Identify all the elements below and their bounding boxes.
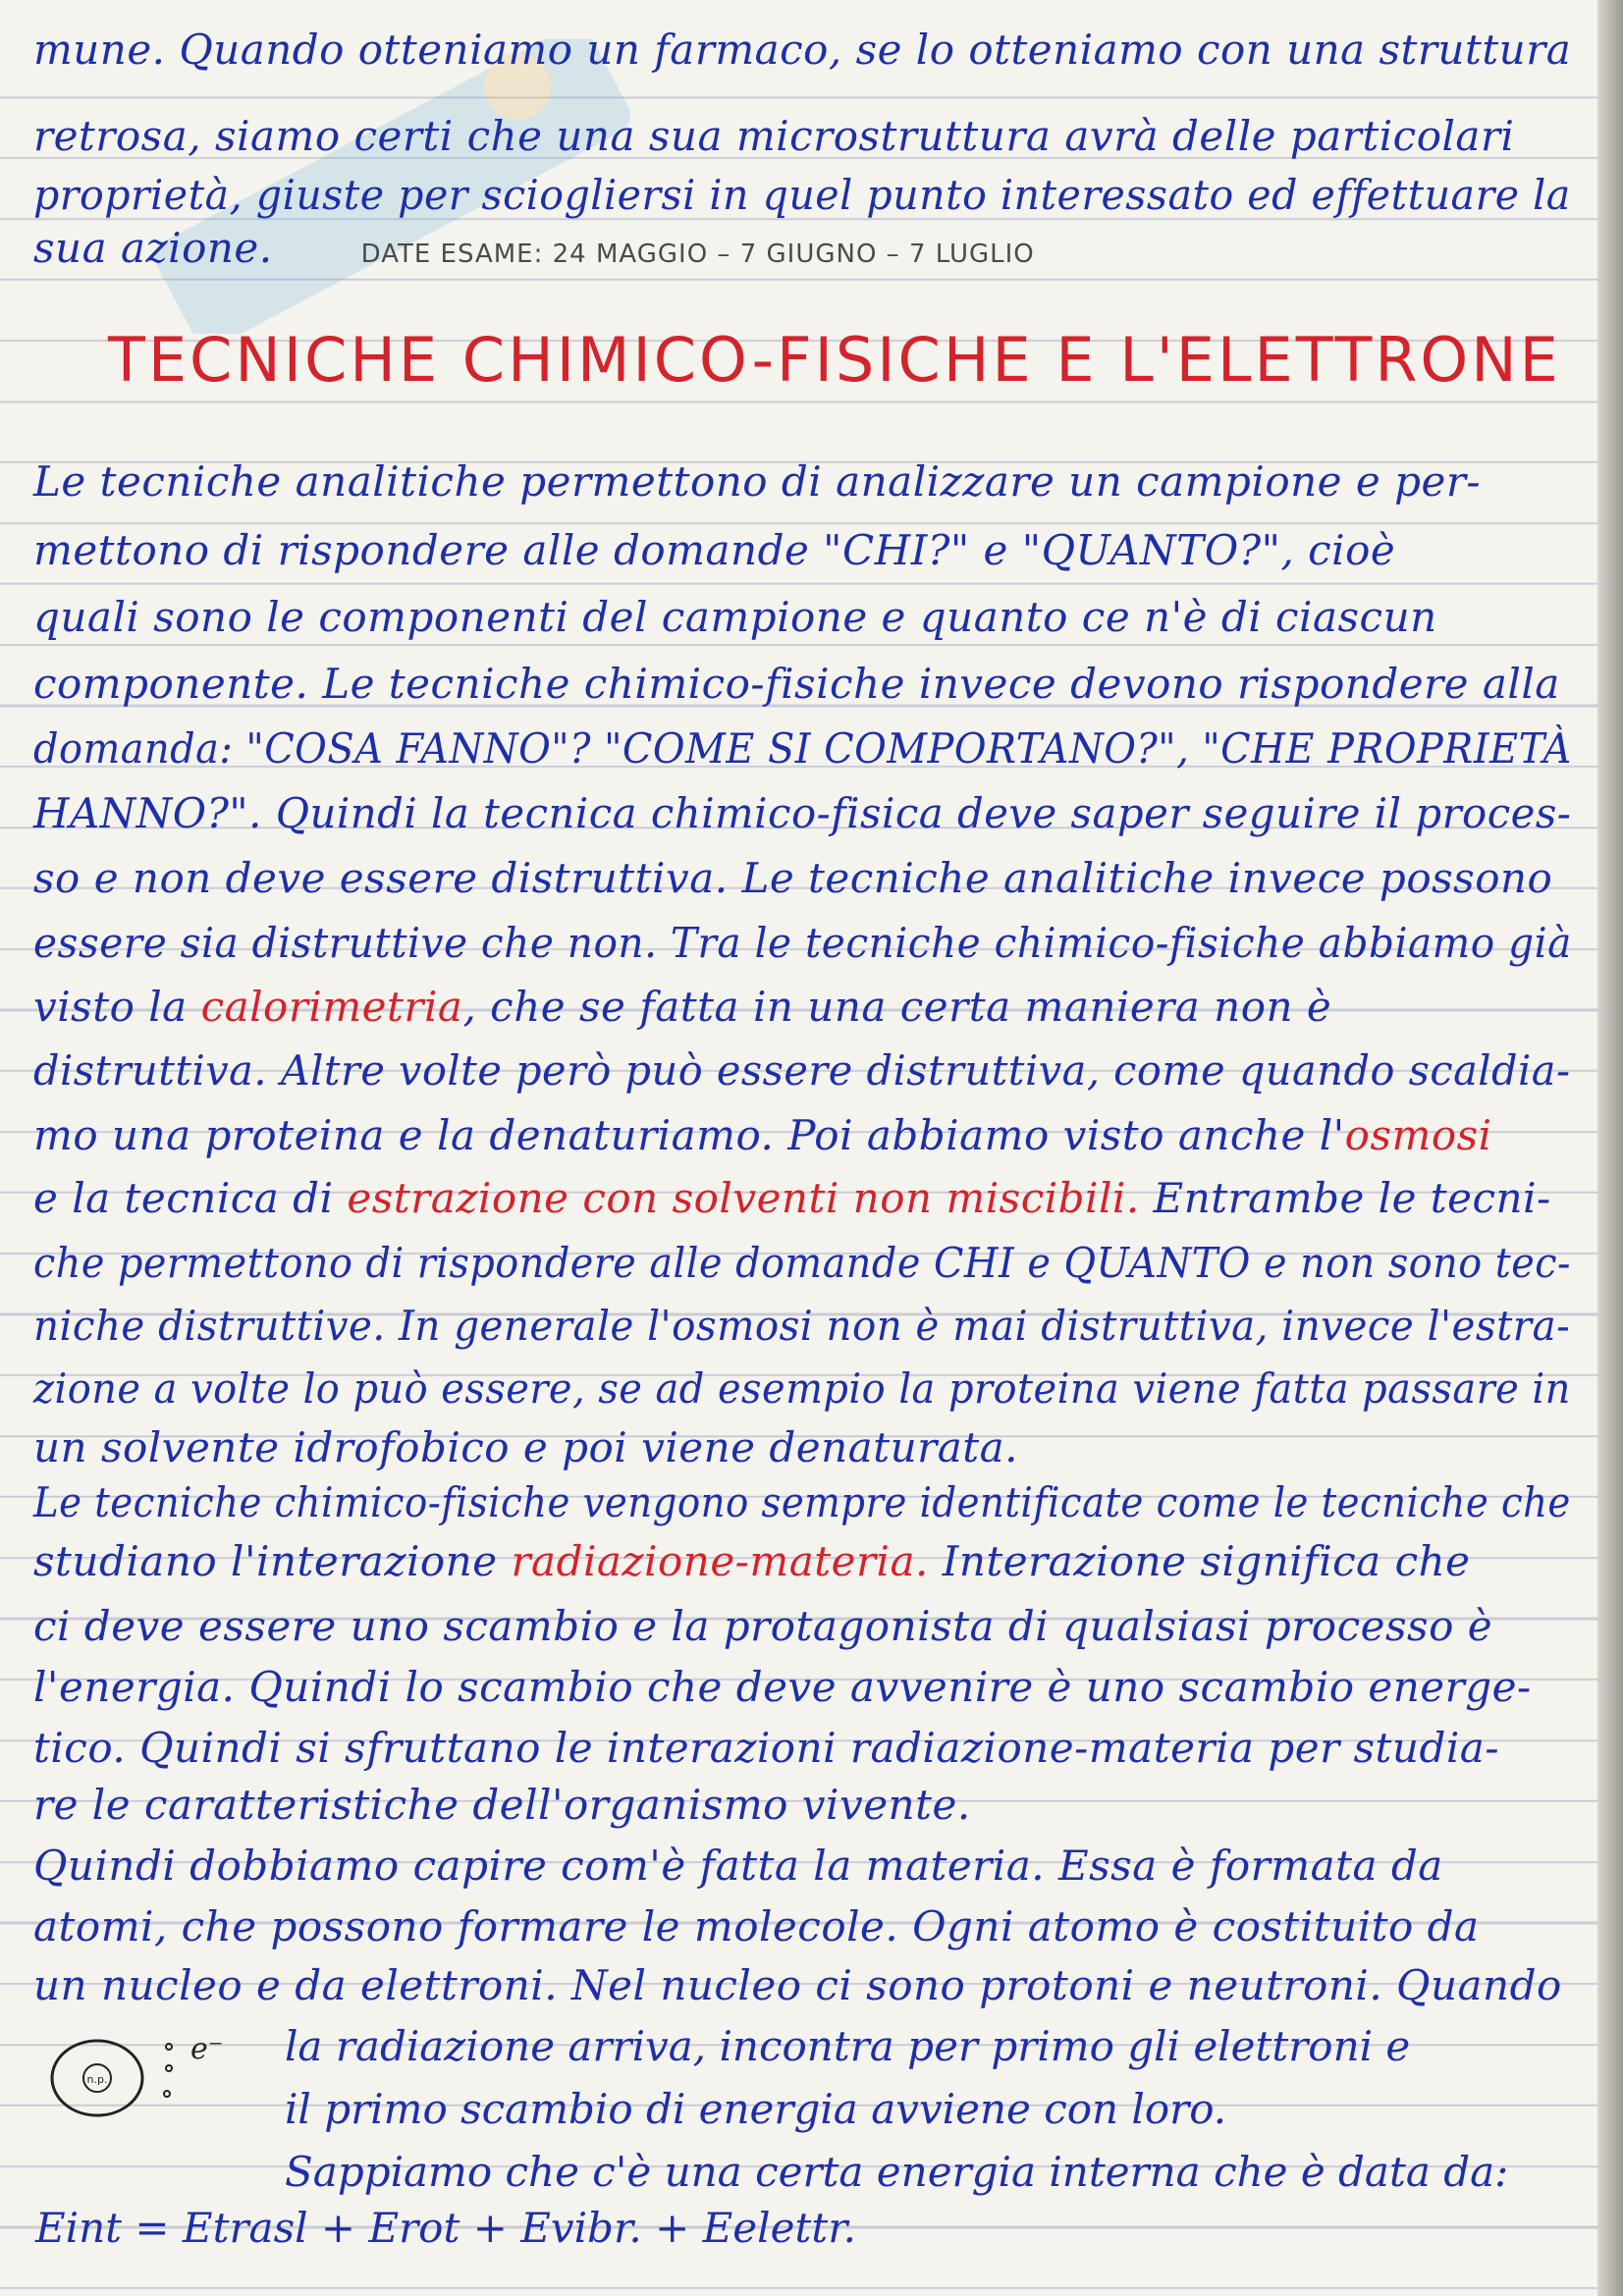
- osmosi-before: mo una proteina e la denaturiamo. Poi abbiamo visto anche l': [33, 1111, 1345, 1159]
- electron-dot-3: [164, 2091, 170, 2097]
- para-line-estrazione: [33, 1174, 1551, 1222]
- para-line-radiazione: [33, 1537, 1471, 1585]
- calorimetria-after: , che se fatta in una certa maniera non è: [462, 983, 1332, 1031]
- para-line-20: l'energia. Quindi lo scambio che deve avvenire è uno scambio energe-: [33, 1663, 1532, 1711]
- para-line-22: re le caratteristiche dell'organismo vivente.: [33, 1781, 971, 1829]
- intro-line-4: [33, 224, 1035, 272]
- para-line-3: quali sono le componenti del campione e quanto ce n'è di ciascun: [33, 593, 1437, 641]
- para-line-7: so e non deve essere distruttiva. Le tecniche analitiche invece possono: [33, 854, 1553, 902]
- para-line-13: che permettono di rispondere alle domande CHI e QUANTO e non sono tec-: [33, 1239, 1571, 1287]
- intro-line-2: retrosa, siamo certi che una sua microstruttura avrà delle particolari: [33, 112, 1515, 160]
- para-line-5: domanda: "COSA FANNO"? "COME SI COMPORTANO?", "CHE PROPRIETÀ: [33, 724, 1572, 773]
- nucleus-label: n.p.: [86, 2073, 108, 2086]
- energy-equation: Eint = Etrasl + Erot + Evibr. + Eelettr.: [35, 2204, 857, 2252]
- electron-dot-2: [166, 2065, 172, 2071]
- calorimetria-highlight: calorimetria: [200, 983, 463, 1031]
- intro-last: sua azione.: [33, 224, 273, 272]
- para-line-8: essere sia distruttive che non. Tra le tecniche chimico-fisiche abbiamo già: [33, 919, 1572, 967]
- calorimetria-before: visto la: [33, 983, 201, 1031]
- estrazione-highlight: estrazione con solventi non miscibili.: [347, 1174, 1140, 1222]
- para-line-16: un solvente idrofobico e poi viene denaturata.: [33, 1423, 1019, 1471]
- radiazione-highlight: radiazione-materia.: [511, 1537, 929, 1585]
- atom-line-3: Sappiamo che c'è una certa energia interna che è data da:: [285, 2148, 1509, 2196]
- para-line-24: atomi, che possono formare le molecole. Ogni atomo è costituito da: [33, 1902, 1480, 1950]
- radiazione-after: Interazione significa che: [928, 1537, 1471, 1585]
- page-title: TECNICHE CHIMICO-FISICHE E L'ELETTRONE: [108, 324, 1561, 396]
- estrazione-after: Entrambe le tecni-: [1139, 1174, 1551, 1222]
- para-line-4: componente. Le tecniche chimico-fisiche invece devono rispondere alla: [33, 660, 1560, 708]
- osmosi-highlight: osmosi: [1344, 1111, 1492, 1159]
- para-line-21: tico. Quindi si sfruttano le interazioni radiazione-materia per studia-: [33, 1724, 1500, 1772]
- atom-diagram: [43, 2017, 249, 2125]
- para-line-23: Quindi dobbiamo capire com'è fatta la materia. Essa è formata da: [33, 1842, 1443, 1890]
- intro-line-1: mune. Quando otteniamo un farmaco, se lo otteniamo con una struttura: [33, 26, 1572, 74]
- para-line-14: niche distruttive. In generale l'osmosi non è mai distruttiva, invece l'estra-: [33, 1302, 1571, 1350]
- electron-label: e⁻: [190, 2032, 224, 2066]
- intro-line-3: proprietà, giuste per sciogliersi in quel punto interessato ed effettuare la: [33, 171, 1571, 219]
- electron-dot-1: [166, 2044, 172, 2050]
- para-line-17: Le tecniche chimico-fisiche vengono sempre identificate come le tecniche che: [33, 1478, 1571, 1526]
- atom-line-1: la radiazione arriva, incontra per primo gli elettroni e: [285, 2022, 1411, 2070]
- para-line-calorimetria: [33, 983, 1332, 1031]
- para-line-10: distruttiva. Altre volte però può essere distruttiva, come quando scaldia-: [33, 1046, 1571, 1095]
- atom-line-2: il primo scambio di energia avviene con loro.: [285, 2085, 1227, 2133]
- page-edge: [1597, 0, 1623, 2296]
- para-line-1: Le tecniche analitiche permettono di analizzare un campione e per-: [33, 457, 1482, 506]
- exam-dates: DATE ESAME: 24 MAGGIO – 7 GIUGNO – 7 LUGLIO: [360, 240, 1035, 269]
- para-line-osmosi: [33, 1111, 1492, 1159]
- para-line-6: HANNO?". Quindi la tecnica chimico-fisica deve saper seguire il proces-: [33, 789, 1572, 837]
- radiazione-before: studiano l'interazione: [33, 1537, 512, 1585]
- para-line-19: ci deve essere uno scambio e la protagonista di qualsiasi processo è: [33, 1602, 1493, 1650]
- para-line-2: mettono di rispondere alle domande "CHI?" e "QUANTO?", cioè: [33, 526, 1396, 574]
- para-line-25: un nucleo e da elettroni. Nel nucleo ci sono protoni e neutroni. Quando: [33, 1961, 1562, 2009]
- para-line-15: zione a volte lo può essere, se ad esempio la proteina viene fatta passare in: [33, 1364, 1571, 1413]
- estrazione-before: e la tecnica di: [33, 1174, 348, 1222]
